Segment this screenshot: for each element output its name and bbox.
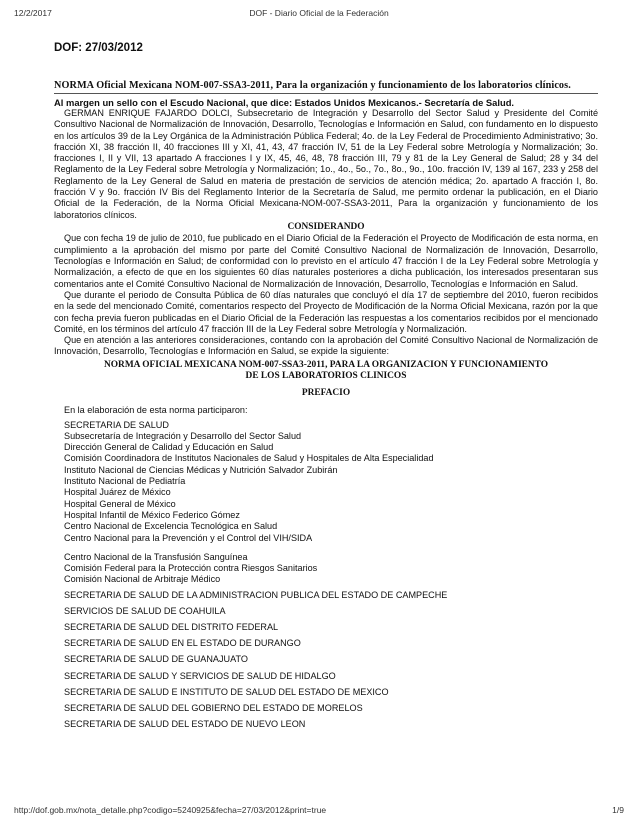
norm-title: NORMA Oficial Mexicana NOM-007-SSA3-2011, Para la organización y funcionamiento de los laboratorios clínicos.	[54, 80, 598, 94]
print-date: 12/2/2017	[14, 8, 52, 18]
considerando-paragraph: Que con fecha 19 de julio de 2010, fue publicado en el Diario Oficial de la Federación el Proyecto de Modificación de esta norma, en cumplimiento a la aprobación del mismo por parte del Comité Consultivo Nacional de Normalización de Innovación, Desarrollo, Tecnologías e Información en Salud; de conformidad con lo previsto en el artículo 47 fracción I de la Ley Federal sobre Metrología y Normalización, a efecto de que en los siguientes 60 días naturales posteriores a dicha publicación, los interesados presentaran sus comentarios ante el Comité Consultivo Nacional de Normalización de Innovación, Desarrollo, Tecnologías e Información en Salud.	[54, 233, 598, 289]
norm-heading	[54, 360, 598, 383]
list-item: Hospital General de México	[64, 498, 176, 509]
considerando-paragraph: Que durante el periodo de Consulta Pública de 60 días naturales que concluyó el día 17 de septiembre del 2010, fueron recibidos en la sede del mencionado Comité, comentarios respecto del Proyecto de Modificación de la Norma Oficial Mexicana, razón por la que con fecha previa fueron publicadas en el Diario Oficial de la Federación las respuestas a los comentarios recibidos por el mencionado Comité, en los términos del artículo 47 fracción III de la Ley Federal sobre Metrología y Normalización.	[54, 289, 598, 334]
list-item: SECRETARIA DE SALUD EN EL ESTADO DE DURANGO	[64, 638, 301, 649]
list-item: Comisión Coordinadora de Institutos Nacionales de Salud y Hospitales de Alta Especialidad	[64, 453, 434, 464]
list-item: SECRETARIA DE SALUD DEL DISTRITO FEDERAL	[64, 622, 279, 633]
dof-date: DOF: 27/03/2012	[54, 42, 143, 54]
list-item: Centro Nacional de Excelencia Tecnológica en Salud	[64, 521, 278, 532]
list-item: Dirección General de Calidad y Educación en Salud	[64, 442, 274, 453]
margin-note: Al margen un sello con el Escudo Nacional, que dice: Estados Unidos Mexicanos.- Secretaría de Salud.	[54, 97, 515, 108]
participants-list	[64, 405, 598, 585]
intro-paragraph: GERMAN ENRIQUE FAJARDO DOLCI, Subsecretario de Integración y Desarrollo del Sector Salud y Presidente del Comité Consultivo Nacional de Normalización de Innovación, Desarrollo, Tecnologías e Información en Salud, con fundamento en lo dispuesto en los artículos 39 de la Ley Orgánica de la Administración Pública Federal; 4o. de la Ley Federal de Procedimiento Administrativo; 3o. fracción XI, 38 fracción II, 40 fracciones III y XI, 41, 43, 47 fracción IV, 51 de la Ley Federal sobre Metrología y Normalización; 3o. fracciones I, II y VII, 13 apartado A fracciones I y IX, 45, 46, 48, 78 fracción III, 79 y 81 de la Ley General de Salud; 28 y 34 del Reglamento de la Ley Federal sobre Metrología y Normalización; 1o., 4o., 5o., 7o., 8o., 9o., 10o. fracción IV, 139 al 167, 233 y 258 del Reglamento de la Ley General de Salud en materia de prestación de servicios de atención médica; 2o. apartado A fracción I, 8o. fracción V y 9o. fracción IV Bis del Reglamento Interior de la Secretaría de Salud, me permito ordenar la publicación, en el Diario Oficial de la Federación, de la Norma Oficial Mexicana-NOM-007-SSA3-2011, Para la organización y funcionamiento de los laboratorios clínicos.	[54, 108, 598, 220]
list-item: SECRETARIA DE SALUD DE GUANAJUATO	[64, 654, 248, 665]
list-item: SECRETARIA DE SALUD DE LA ADMINISTRACION PUBLICA DEL ESTADO DE CAMPECHE	[64, 589, 448, 600]
list-item: SECRETARIA DE SALUD DEL ESTADO DE NUEVO LEON	[64, 719, 306, 730]
list-item: SERVICIOS DE SALUD DE COAHUILA	[64, 605, 226, 616]
list-item: SECRETARIA DE SALUD E INSTITUTO DE SALUD DEL ESTADO DE MEXICO	[64, 686, 389, 697]
considerando-paragraph: Que en atención a las anteriores consideraciones, contando con la aprobación del Comité Consultivo Nacional de Normalización de Innovación, Desarrollo, Tecnologías e Información en Salud, se expide la siguiente:	[54, 335, 598, 357]
list-item: Comisión Nacional de Arbitraje Médico	[64, 574, 221, 585]
list-item: Instituto Nacional de Ciencias Médicas y Nutrición Salvador Zubirán	[64, 464, 338, 475]
page-number: 1/9	[612, 805, 624, 815]
considerando-heading: CONSIDERANDO	[287, 221, 365, 232]
prefacio-heading: PREFACIO	[301, 387, 351, 398]
document-body	[54, 42, 598, 735]
list-item: Centro Nacional de la Transfusión Sanguínea	[64, 551, 248, 562]
page-url[interactable]: http://dof.gob.mx/nota_detalle.php?codigo=5240925&fecha=27/03/2012&print=true	[14, 805, 327, 815]
list-item: SECRETARIA DE SALUD DEL GOBIERNO DEL ESTADO DE MORELOS	[64, 703, 363, 713]
state-services-list	[64, 590, 598, 736]
participants-intro: En la elaboración de esta norma participaron:	[64, 405, 248, 416]
list-item: Hospital Juárez de México	[64, 487, 171, 498]
list-item: SECRETARIA DE SALUD Y SERVICIOS DE SALUD DE HIDALGO	[64, 670, 336, 681]
print-footer	[14, 805, 624, 817]
list-item: Instituto Nacional de Pediatría	[64, 476, 186, 487]
norm-heading-line: NORMA OFICIAL MEXICANA NOM-007-SSA3-2011, PARA LA ORGANIZACION Y FUNCIONAMIENTO	[103, 359, 549, 370]
list-item: Hospital Infantil de México Federico Gómez	[64, 509, 240, 520]
list-item: Comisión Federal para la Protección contra Riesgos Sanitarios	[64, 563, 318, 574]
norm-heading-line: DE LOS LABORATORIOS CLINICOS	[245, 371, 407, 382]
list-item: Centro Nacional para la Prevención y el Control del VIH/SIDA	[64, 532, 313, 543]
print-header	[14, 8, 624, 20]
list-item: Subsecretaría de Integración y Desarrollo del Sector Salud	[64, 430, 302, 441]
list-item: SECRETARIA DE SALUD	[64, 419, 169, 430]
print-page-title: DOF - Diario Oficial de la Federación	[249, 8, 389, 18]
